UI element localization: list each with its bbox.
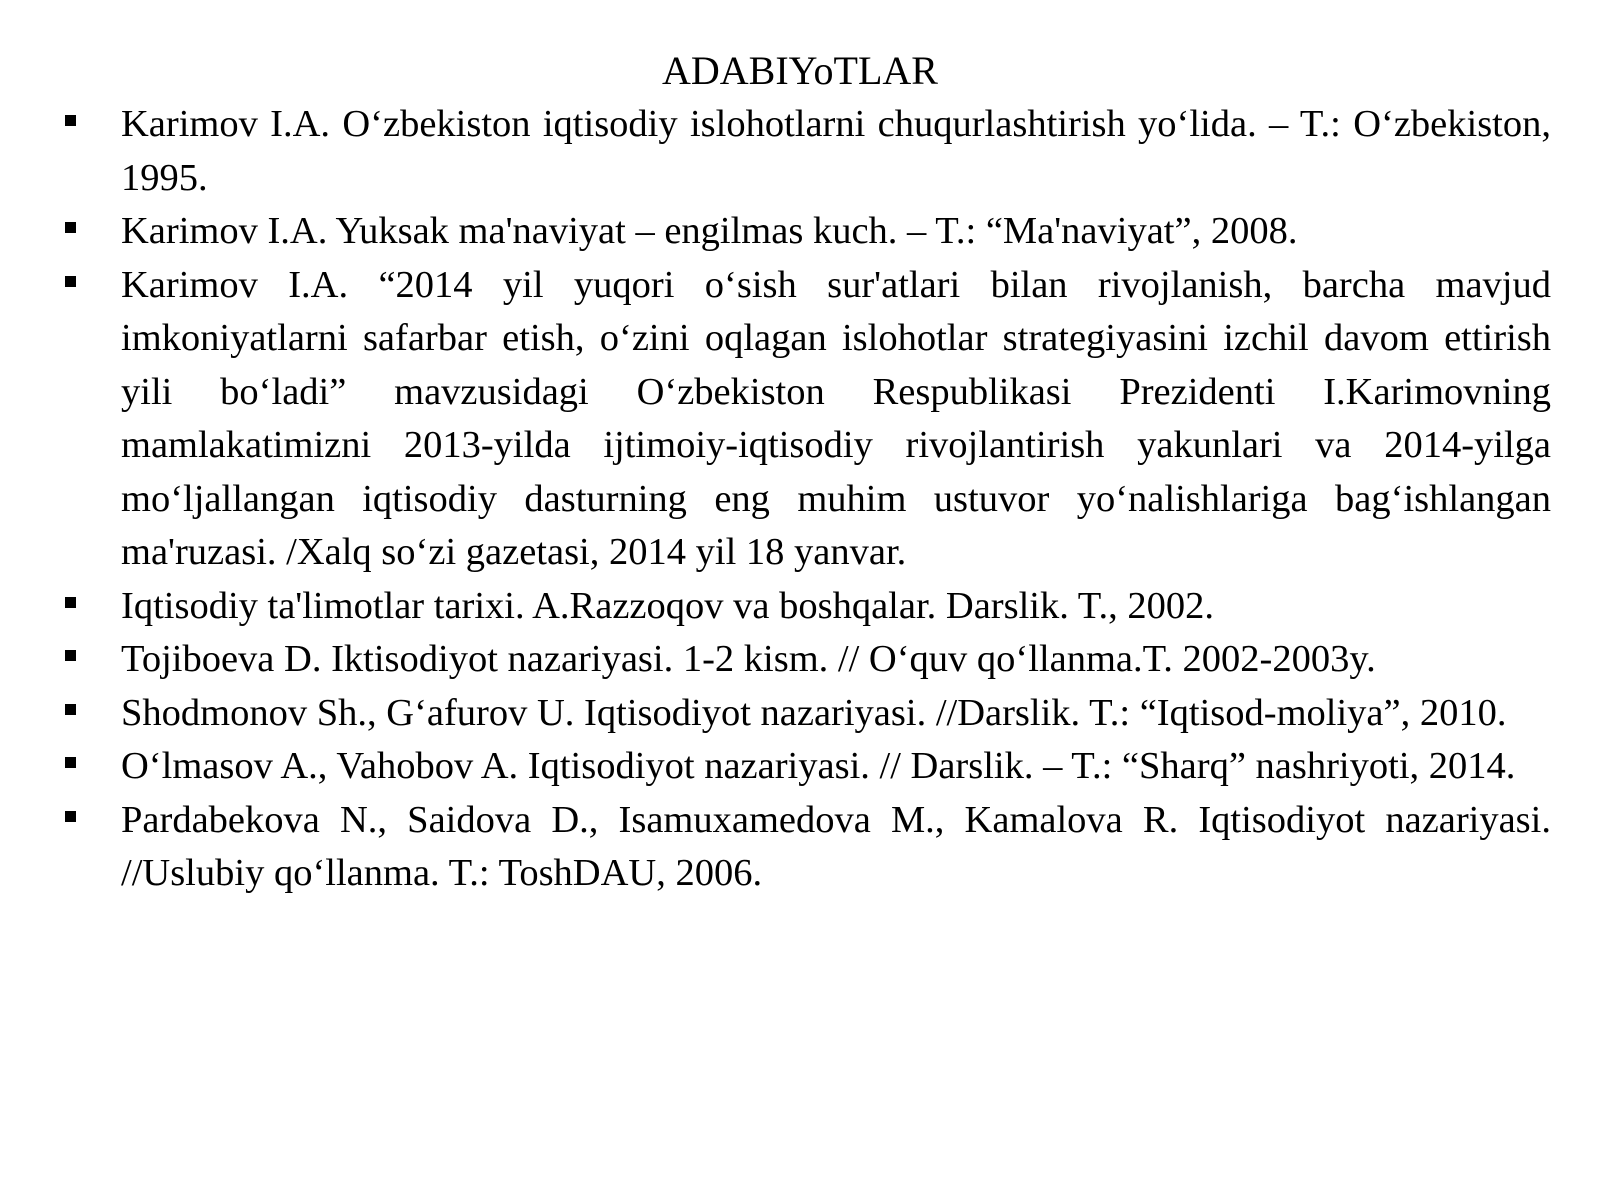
reference-text: Pardabekova N., Saidova D., Isamuxamedova M., Kamalova R. Iqtisodiyot nazariyasi. //Uslubiy qo‘llanma. T.: ToshDAU, 2006. [121,798,1551,894]
reference-item [121,794,1551,901]
square-bullet-icon [65,222,76,233]
reference-text: O‘lmasov A., Vahobov A. Iqtisodiyot nazariyasi. // Darslik. – T.: “Sharq” nashriyoti, 2014. [121,745,1516,787]
reference-item [121,580,1551,634]
reference-list [121,98,1551,901]
reference-item [121,740,1551,794]
reference-text: Shodmonov Sh., G‘afurov U. Iqtisodiyot nazariyasi. //Darslik. T.: “Iqtisod-moliya”, 2010. [121,691,1507,734]
square-bullet-icon [65,704,76,715]
page-title: ADABIYoTLAR [662,48,938,93]
square-bullet-icon [65,276,76,287]
square-bullet-icon [65,597,76,608]
reference-item [121,98,1551,205]
square-bullet-icon [65,811,76,822]
reference-item [121,633,1551,687]
reference-item [121,259,1551,580]
reference-item [121,205,1551,259]
reference-text: Karimov I.A. “2014 yil yuqori o‘sish sur'atlari bilan rivojlanish, barcha mavjud imkoniyatlarni safarbar etish, o‘zini oqlagan islohotlar strategiyasini izchil davom ettirish yili bo‘ladi” mavzusidagi O‘zbekiston Respublikasi Prezidenti I.Karimovning mamlakatimizni 2013-yilda ijtimoiy-iqtisodiy rivojlantirish yakunlari va 2014-yilga mo‘ljallangan iqtisodiy dasturning eng muhim ustuvor yo‘nalishlariga bag‘ishlangan ma'ruzasi. /Xalq so‘zi gazetasi, 2014 yil 18 yanvar. [121,263,1551,573]
reference-text: Karimov I.A. Yuksak ma'naviyat – engilmas kuch. – T.: “Ma'naviyat”, 2008. [121,210,1298,252]
reference-text: Tojiboeva D. Iktisodiyot nazariyasi. 1-2 kism. // O‘quv qo‘llanma.T. 2002-2003y. [121,638,1376,680]
reference-text: Iqtisodiy ta'limotlar tarixi. A.Razzoqov va boshqalar. Darslik. T., 2002. [121,584,1214,627]
reference-text: Karimov I.A. O‘zbekiston iqtisodiy islohotlarni chuqurlashtirish yo‘lida. – T.: O‘zbekiston, 1995. [121,103,1551,199]
square-bullet-icon [65,650,76,661]
reference-item [121,687,1551,741]
square-bullet-icon [65,115,76,126]
square-bullet-icon [65,757,76,768]
